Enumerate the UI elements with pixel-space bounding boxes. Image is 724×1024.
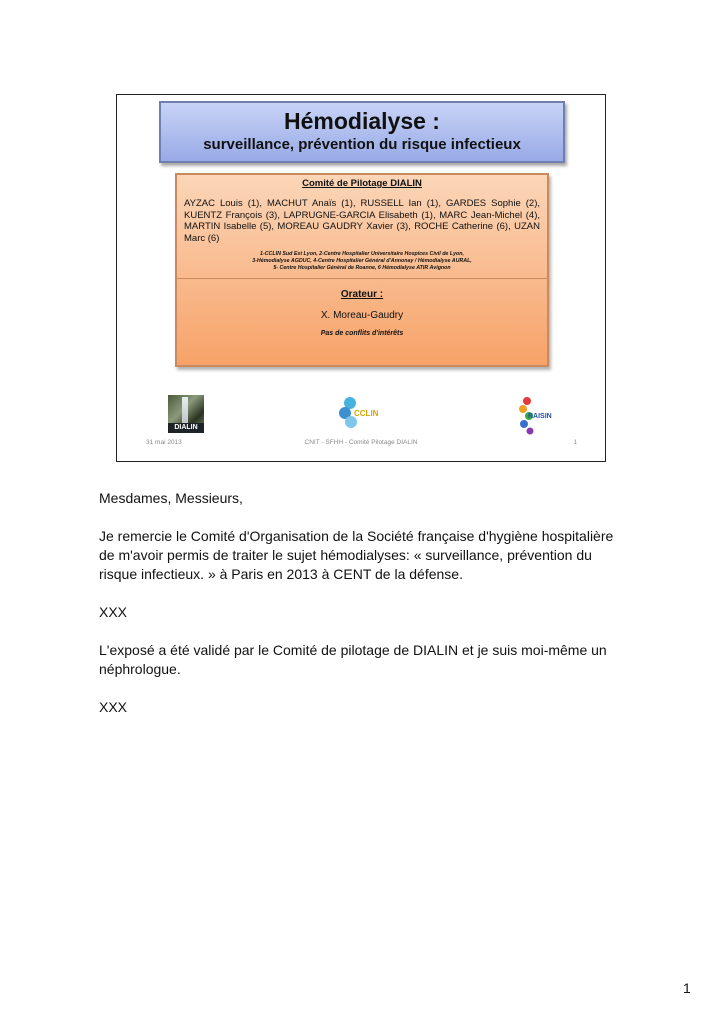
slide-footer-date: 31 mai 2013 [146, 439, 182, 446]
notes-paragraph: XXX [99, 604, 128, 620]
slide-title: Hémodialyse : [284, 108, 440, 134]
affiliations [181, 251, 543, 271]
notes-paragraph: L'exposé a été validé par le Comité de pilotage de DIALIN et je suis moi-même un néphrologue. [99, 642, 607, 677]
slide-thumbnail [116, 94, 606, 462]
slide-footer-center: CNIT - SFHH - Comité Pilotage DIALIN [304, 439, 418, 446]
affiliation-line: 3-Hémodialyse AGDUC, 4-Centre Hospitalier Général d'Annonay / Hémodialyse AURAL, [252, 257, 472, 264]
speaker-title: Orateur : [340, 289, 384, 301]
affiliation-line: 1-CCLIN Sud Est Lyon, 2-Centre Hospitalier Universitaire Hospices Civil de Lyon, [260, 251, 464, 257]
raisin-logo-text: RAISIN [528, 413, 552, 420]
notes-paragraph: Je remercie le Comité d'Organisation de la Société française d'hygiène hospitalière de m'avoir permis de traiter le sujet hémodialyses: « surveillance, prévention du risque infectieux. » à Paris en 2013 à CENT de la défense. [99, 528, 614, 582]
dialin-logo [168, 395, 204, 433]
speaker-name: X. Moreau-Gaudry [320, 310, 404, 322]
box-divider [177, 278, 547, 279]
committee-members: AYZAC Louis (1), MACHUT Anaïs (1), RUSSELL Ian (1), GARDES Sophie (2), KUENTZ François (3), LAPRUGNE-GARCIA Elisabeth (1), MARC Jean-Michel (4), MARTIN Isabelle (5), MOREAU GAUDRY Xavier (3), ROCHE Catherine (6), UZAN Marc (6) [184, 198, 540, 244]
slide-title-box [159, 101, 565, 163]
dialin-logo-label: DIALIN [168, 423, 204, 433]
notes-paragraph: Mesdames, Messieurs, [99, 490, 243, 506]
cclin-logo [339, 395, 379, 431]
committee-box [175, 173, 549, 367]
committee-title: Comité de Pilotage DIALIN [302, 178, 422, 189]
notes-paragraph: XXX [99, 699, 128, 715]
affiliation-line: 5- Centre Hospitalier Général de Roanne, 6 Hémodialyse ATIR Avignon [273, 264, 451, 271]
cclin-logo-text: CCLIN [354, 409, 379, 418]
waterfall-image [182, 397, 188, 425]
slide-subtitle: surveillance, prévention du risque infectieux [203, 136, 521, 153]
speaker-notes [99, 489, 619, 736]
page-number: 1 [683, 980, 691, 996]
raisin-logo [517, 395, 553, 435]
conflicts-statement: Pas de conflits d'intérêts [320, 330, 404, 338]
slide-footer-number: 1 [573, 439, 577, 446]
